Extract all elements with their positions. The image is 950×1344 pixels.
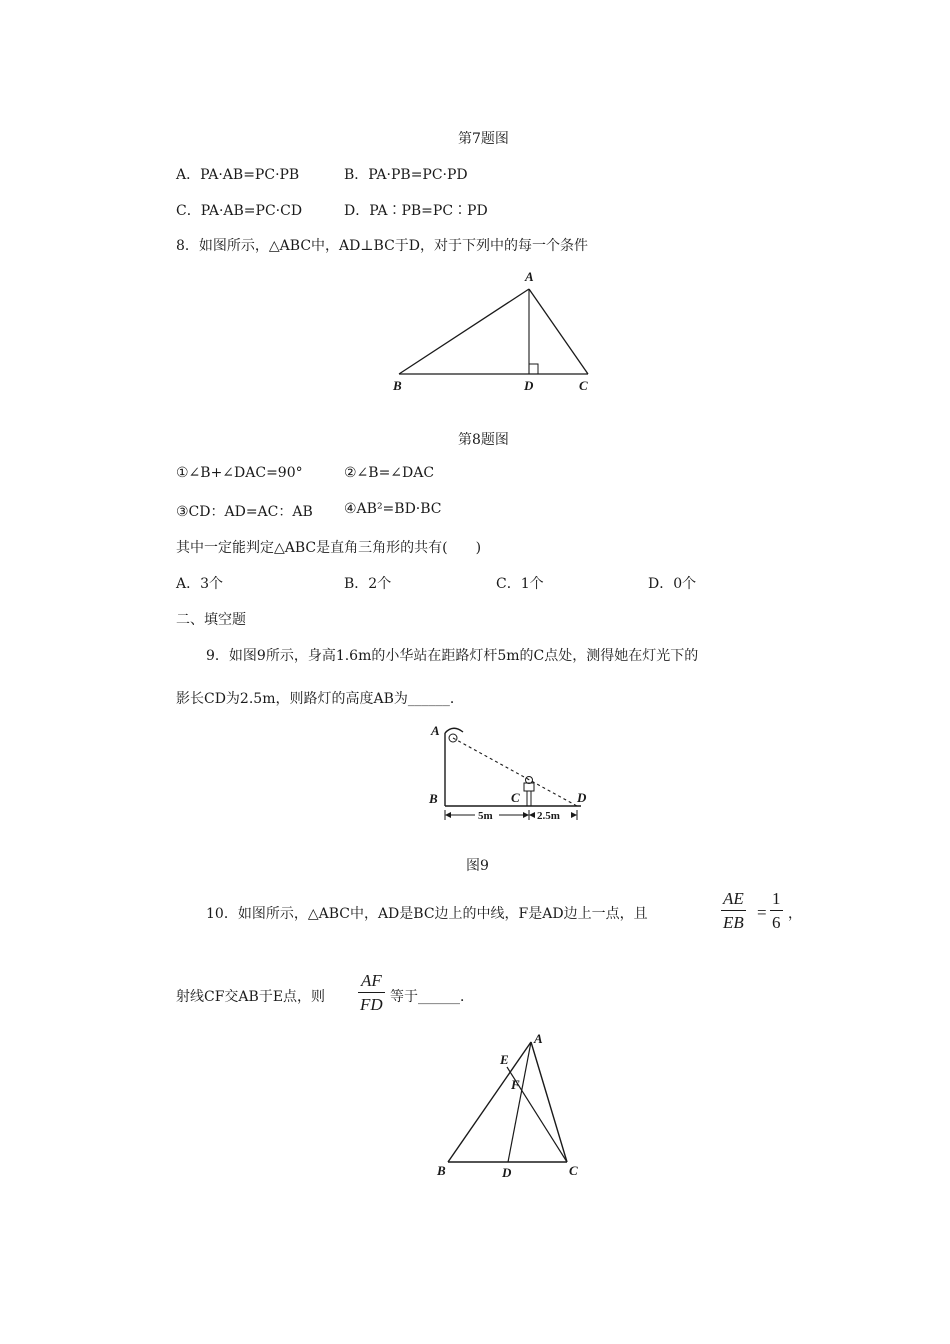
q10-comma: ，: [788, 906, 802, 922]
q7-option-b: B．PA·PB=PC·PD: [344, 167, 468, 183]
q7-option-d: D．PA∶PB=PC∶PD: [344, 203, 488, 219]
q10-text-line1: 10．如图所示，△ABC中，AD是BC边上的中线，F是AD边上一点，且: [206, 906, 648, 922]
fraction-af-fd: [358, 972, 385, 1013]
label-a: A: [534, 1031, 543, 1046]
q8-option-a: A．3个: [176, 576, 224, 592]
q8-condition-4: ④AB²=BD·BC: [344, 501, 442, 517]
q9-text-line1: 9．如图9所示，身高1.6m的小华站在距路灯杆5m的C点处，测得她在灯光下的: [206, 648, 699, 664]
q8-question: 其中一定能判定△ABC是直角三角形的共有( ): [176, 540, 482, 556]
q8-stem: 8．如图所示，△ABC中，AD⊥BC于D，对于下列中的每一个条件: [176, 238, 589, 254]
label-b: B: [429, 791, 438, 806]
label-c: C: [569, 1163, 578, 1178]
arrow-left-icon: [445, 812, 451, 818]
figure-9-caption: 图9: [466, 858, 489, 874]
fraction-denominator: EB: [721, 910, 746, 931]
figure-9-streetlight: [425, 720, 595, 830]
right-angle-mark: [529, 364, 538, 374]
q9-text-line2: 影长CD为2.5m，则路灯的高度AB为______．: [176, 691, 464, 707]
section-2-title: 二、填空题: [176, 612, 246, 628]
figure-10-triangle: [430, 1030, 590, 1185]
measure-bc: 5m: [478, 810, 493, 822]
figure-7-caption: 第7题图: [458, 131, 509, 147]
fraction-denominator: FD: [358, 992, 385, 1013]
q10-text-line2-pre: 射线CF交AB于E点，则: [176, 989, 326, 1005]
q8-condition-1: ①∠B+∠DAC=90°: [176, 465, 303, 481]
fraction-ae-eb: [721, 890, 746, 931]
fraction-denominator: 6: [770, 910, 783, 931]
fraction-one-sixth: [770, 890, 783, 931]
q8-option-b: B．2个: [344, 576, 392, 592]
label-b: B: [393, 378, 402, 393]
side-ac: [529, 289, 588, 374]
fraction-numerator: 1: [772, 889, 781, 908]
lamp-arm: [445, 728, 463, 733]
q7-option-a: A．PA·AB=PC·PB: [176, 167, 300, 183]
measure-cd: 2.5m: [537, 810, 560, 822]
fraction-numerator: AE: [723, 889, 744, 908]
label-c: C: [579, 378, 588, 393]
arrow-left-icon: [529, 812, 535, 818]
figure-8-triangle: [385, 265, 605, 400]
q8-condition-2: ②∠B=∠DAC: [344, 465, 435, 481]
person-body-icon: [524, 783, 534, 791]
figure-8-caption: 第8题图: [458, 432, 509, 448]
side-ac: [531, 1042, 567, 1162]
label-d: D: [502, 1165, 512, 1180]
label-d: D: [577, 790, 587, 805]
label-f: F: [511, 1077, 520, 1092]
label-d: D: [524, 378, 534, 393]
label-a: A: [431, 723, 440, 738]
side-ab: [399, 289, 529, 374]
arrow-right-icon: [571, 812, 577, 818]
q7-option-c: C．PA·AB=PC·CD: [176, 203, 303, 219]
label-e: E: [500, 1052, 509, 1067]
equals-sign: =: [757, 903, 767, 922]
q10-text-line2-post: 等于______．: [390, 989, 474, 1005]
q8-condition-3: ③CD：AD=AC：AB: [176, 504, 313, 520]
label-c: C: [511, 790, 520, 805]
q8-option-c: C．1个: [496, 576, 544, 592]
label-a: A: [525, 269, 534, 284]
label-b: B: [437, 1163, 446, 1178]
median-ad: [508, 1042, 531, 1162]
fraction-numerator: AF: [360, 971, 382, 990]
side-ab: [448, 1042, 531, 1162]
q8-option-d: D．0个: [648, 576, 697, 592]
arrow-right-icon: [523, 812, 529, 818]
